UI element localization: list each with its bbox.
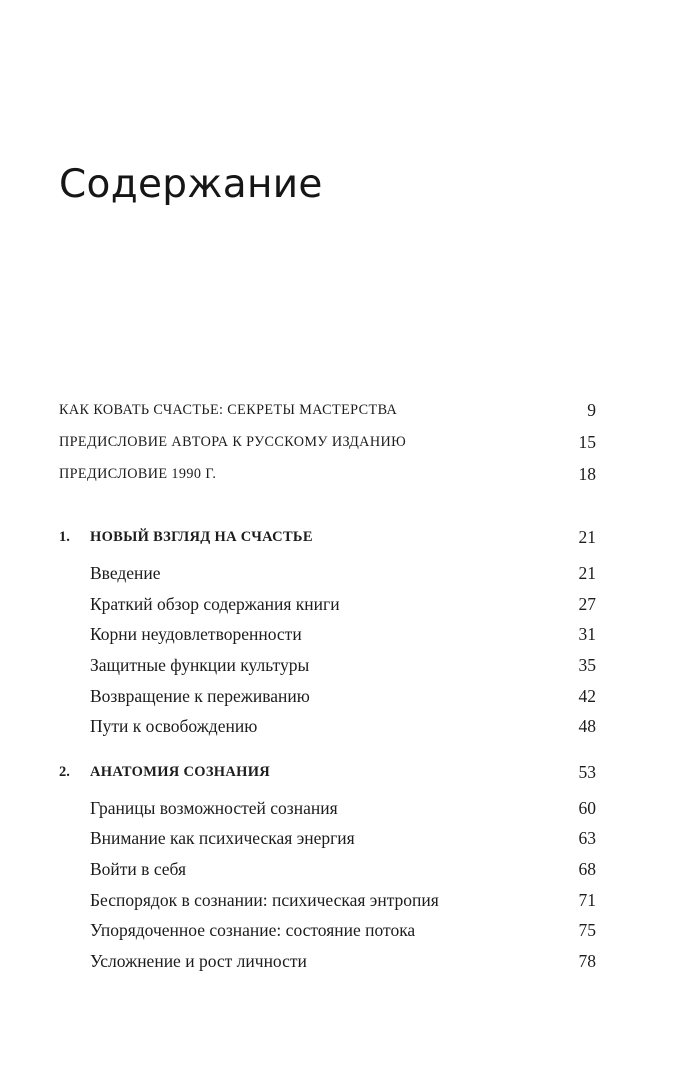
- section-label: Границы возможностей сознания: [90, 798, 338, 818]
- toc-section[interactable]: [90, 795, 596, 821]
- toc-section[interactable]: [90, 887, 596, 913]
- section-page: 78: [578, 951, 596, 971]
- toc-section[interactable]: [90, 713, 596, 739]
- toc-section[interactable]: [90, 856, 596, 882]
- section-label: Беспорядок в сознании: психическая энтропия: [90, 890, 439, 910]
- section-page: 27: [578, 594, 596, 614]
- section-page: 42: [578, 686, 596, 706]
- section-label: Упорядоченное сознание: состояние потока: [90, 920, 416, 940]
- toc-entry-front-matter[interactable]: [59, 429, 596, 455]
- chapter-title: АНАТОМИЯ СОЗНАНИЯ: [90, 764, 271, 780]
- section-page: 60: [578, 798, 596, 818]
- section-label: Введение: [90, 563, 161, 583]
- toc-section[interactable]: [90, 621, 596, 647]
- toc-entry-page: 9: [587, 400, 596, 420]
- section-page: 63: [578, 828, 596, 848]
- toc-entry-front-matter[interactable]: [59, 397, 596, 423]
- toc-section[interactable]: [90, 560, 596, 586]
- section-label: Усложнение и рост личности: [90, 951, 307, 971]
- chapter-page: 53: [578, 762, 596, 782]
- toc-chapter-1[interactable]: [59, 524, 596, 550]
- toc-section[interactable]: [90, 948, 596, 974]
- section-label: Краткий обзор содержания книги: [90, 594, 340, 614]
- toc-chapter-2[interactable]: [59, 759, 596, 785]
- section-page: 21: [578, 563, 596, 583]
- toc-section[interactable]: [90, 591, 596, 617]
- toc-section[interactable]: [90, 917, 596, 943]
- section-page: 48: [578, 716, 596, 736]
- toc-section[interactable]: [90, 825, 596, 851]
- section-label: Возвращение к переживанию: [90, 686, 310, 706]
- toc-entry-label: ПРЕДИСЛОВИЕ 1990 Г.: [59, 466, 217, 482]
- toc-section[interactable]: [90, 683, 596, 709]
- page-title: Содержание: [59, 162, 323, 207]
- chapter-number: 1.: [59, 529, 70, 545]
- toc-entry-label: КАК КОВАТЬ СЧАСТЬЕ: СЕКРЕТЫ МАСТЕРСТВА: [59, 402, 398, 418]
- section-label: Корни неудовлетворенности: [90, 624, 302, 644]
- section-page: 68: [578, 859, 596, 879]
- toc-entry-page: 18: [578, 464, 596, 484]
- section-page: 75: [578, 920, 596, 940]
- section-page: 71: [578, 890, 596, 910]
- section-label: Внимание как психическая энергия: [90, 828, 355, 848]
- section-page: 31: [578, 624, 596, 644]
- section-page: 35: [578, 655, 596, 675]
- chapter-number: 2.: [59, 764, 70, 780]
- toc-section[interactable]: [90, 652, 596, 678]
- toc-entry-front-matter[interactable]: [59, 461, 596, 487]
- section-label: Войти в себя: [90, 859, 187, 879]
- chapter-title: НОВЫЙ ВЗГЛЯД НА СЧАСТЬЕ: [90, 529, 313, 545]
- chapter-page: 21: [578, 527, 596, 547]
- toc-entry-label: ПРЕДИСЛОВИЕ АВТОРА К РУССКОМУ ИЗДАНИЮ: [59, 434, 407, 450]
- section-label: Пути к освобождению: [90, 716, 258, 736]
- toc-entry-page: 15: [578, 432, 596, 452]
- section-label: Защитные функции культуры: [90, 655, 310, 675]
